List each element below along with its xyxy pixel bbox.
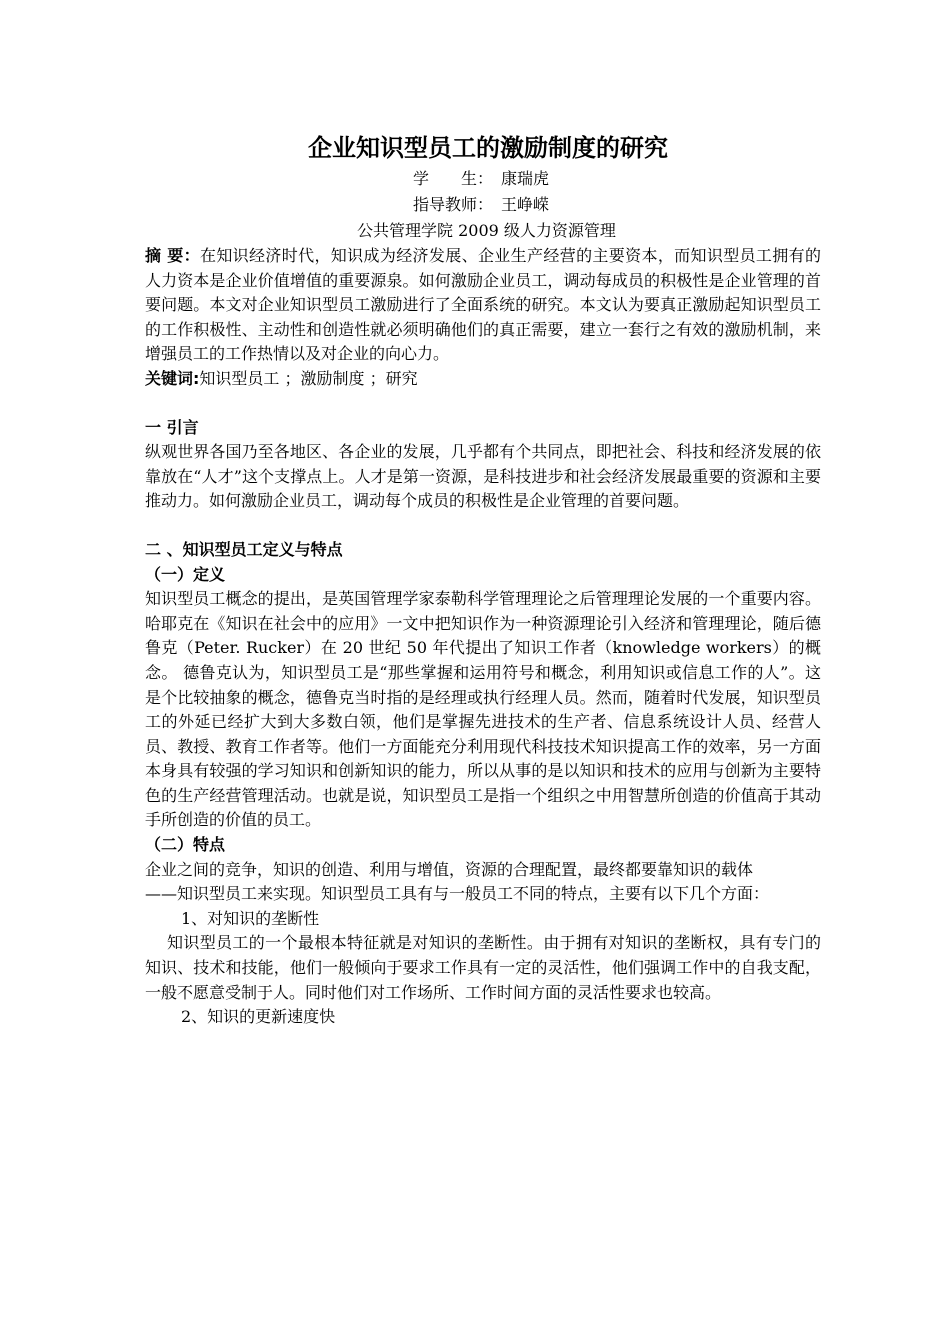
keywords-paragraph [145, 367, 821, 392]
subsection-heading-definition: （一）定义 [145, 564, 226, 584]
abstract-text: 在知识经济时代，知识成为经济发展、企业生产经营的主要资本，而知识型员工拥有的人力资本是企业价值增值的重要源泉。如何激励企业员工，调动每成员的积极性是企业管理的首要问题。本文对企业知识型员工激励进行了全面系统的研究。本文认为要真正激励起知识型员工的工作积极性、主动性和创造性就必须明确他们的真正需要，建立一套行之有效的激励机制，来增强员工的工作热情以及对企业的向心力。 [145, 246, 821, 364]
spacer [145, 392, 821, 416]
advisor-line: 指导教师： 王峥嵘 [413, 195, 550, 214]
keywords-text: 知识型员工 ；激励制度 ；研究 [199, 368, 418, 388]
subsection-heading-features: （二）特点 [145, 835, 226, 855]
page-title: 企业知识型员工的激励制度的研究 [308, 134, 668, 162]
feature-item-2-heading: 2、知识的更新速度快 [181, 1007, 336, 1027]
document-page [145, 130, 821, 1030]
section-heading-definition-features: 二 、知识型员工定义与特点 [145, 539, 343, 559]
keywords-label: 关键词: [145, 368, 200, 388]
section-heading-intro: 一 引言 [145, 417, 199, 437]
abstract-paragraph [145, 244, 821, 367]
feature-item-1-text: 知识型员工的一个最根本特征就是对知识的垄断性。由于拥有对知识的垄断权，具有专门的知识、技术和技能，他们一般倾向于要求工作具有一定的灵活性，他们强调工作中的自我支配，一般不愿意受制于人。同时他们对工作场所、工作时间方面的灵活性要求也较高。 [145, 933, 821, 1002]
features-paragraph-b: ——知识型员工来实现。知识型员工具有与一般员工不同的特点，主要有以下几个方面： [145, 884, 770, 904]
college-line: 公共管理学院 2009 级人力资源管理 [357, 221, 616, 240]
student-line: 学 生： 康瑞虎 [413, 169, 550, 188]
abstract-label: 摘 要： [145, 246, 200, 265]
intro-paragraph: 纵观世界各国乃至各地区、各企业的发展，几乎都有个共同点，即把社会、科技和经济发展的依靠放在“人才”这个支撑点上。人才是第一资源，是科技进步和社会经济发展最重要的资源和主要推动力。如何激励企业员工，调动每个成员的积极性是企业管理的首要问题。 [145, 442, 821, 511]
feature-item-1-heading: 1、对知识的垄断性 [181, 908, 320, 928]
definition-paragraph: 知识型员工概念的提出，是英国管理学家泰勒科学管理理论之后管理理论发展的一个重要内容。哈耶克在《知识在社会中的应用》一文中把知识作为一种资源理论引入经济和管理理论，随后德鲁克（Peter. Rucker）在 20 世纪 50 年代提出了知识工作者（knowledge workers）的概念。 德鲁克认为，知识型员工是“那些掌握和运用符号和概念，利用知识或信息工作的人”。这是个比较抽象的概念，德鲁克当时指的是经理或执行经理人员。然而，随着时代发展，知识型员工的外延已经扩大到大多数白领，他们是掌握先进技术的生产者、信息系统设计人员、经营人员、教授、教育工作者等。他们一方面能充分利用现代科技技术知识提高工作的效率，另一方面本身具有较强的学习知识和创新知识的能力，所以从事的是以知识和技术的应用与创新为主要特色的生产经营管理活动。也就是说，知识型员工是指一个组织之中用智慧所创造的价值高于其动手所创造的价值的员工。 [145, 589, 821, 830]
features-paragraph-a: 企业之间的竞争，知识的创造、利用与增值，资源的合理配置，最终都要靠知识的载体 [145, 859, 754, 879]
spacer [145, 514, 821, 538]
